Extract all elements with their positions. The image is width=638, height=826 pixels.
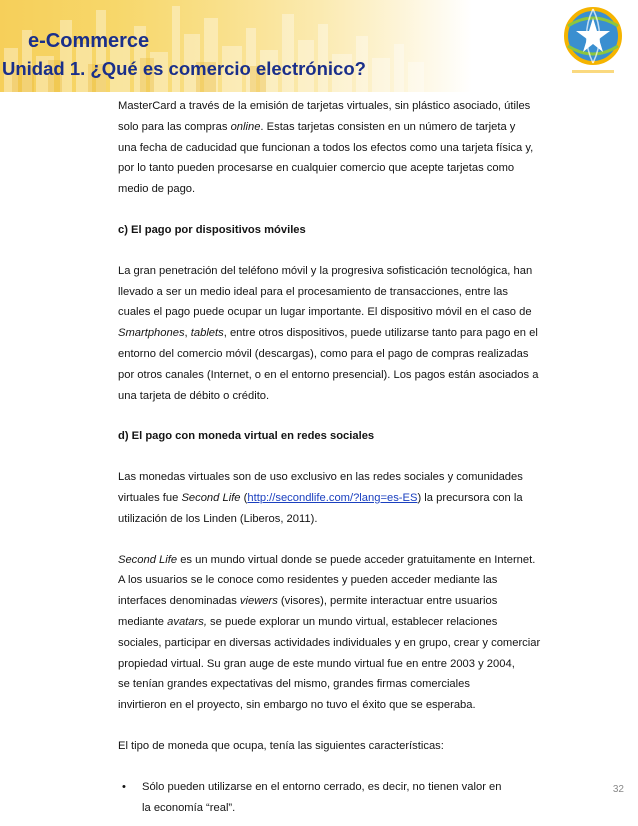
paragraph-line: medio de pago.	[118, 183, 196, 196]
list-item	[118, 777, 563, 819]
paragraph-line: mediante avatars, se puede explorar un mundo virtual, establecer relaciones	[118, 615, 498, 628]
paragraph-line: se tenían grandes expectativas del mismo, grandes firmas comerciales	[118, 678, 470, 691]
paragraph-line: El tipo de moneda que ocupa, tenía las siguientes características:	[118, 739, 444, 752]
paragraph-line: Smartphones, tablets, entre otros dispositivos, puede utilizarse tanto para pago en el	[118, 327, 538, 340]
section-heading: c) El pago por dispositivos móviles	[118, 223, 306, 236]
paragraph-line: por otros canales (Internet, o en el entorno presencial). Los pagos están asociados a	[118, 368, 539, 381]
paragraph-line: una tarjeta de débito o crédito.	[118, 389, 270, 402]
paragraph-line: una fecha de caducidad que funcionan a todos los efectos como una tarjeta física y,	[118, 141, 534, 154]
header-banner	[0, 0, 638, 92]
paragraph-line: Las monedas virtuales son de uso exclusivo en las redes sociales y comunidades	[118, 471, 523, 484]
list-item-line: la economía “real”.	[142, 801, 236, 814]
paragraph-line: utilización de los Linden (Liberos, 2011).	[118, 512, 318, 525]
paragraph-line: llevado a ser un medio ideal para el procesamiento de transacciones, entre las	[118, 285, 508, 298]
paragraph-line: invirtieron en el proyecto, sin embargo no tuvo el éxito que se esperaba.	[118, 699, 476, 712]
paragraph-line: A los usuarios se le conoce como residentes y pueden acceder mediante las	[118, 574, 498, 587]
section-heading: d) El pago con moneda virtual en redes sociales	[118, 430, 375, 443]
page-number: 32	[612, 784, 624, 795]
paragraph-line: sociales, participar en diversas actividades individuales y en grupo, crear y comerciar	[118, 636, 541, 649]
paragraph-line: Second Life es un mundo virtual donde se puede acceder gratuitamente en Internet.	[118, 553, 536, 566]
secondlife-link[interactable]: http://secondlife.com/?lang=es-ES	[247, 491, 418, 504]
paragraph-line: por lo tanto pueden procesarse en cualquier comercio que acepte tarjetas como	[118, 162, 515, 175]
paragraph-line: interfaces denominadas viewers (visores), permite interactuar entre usuarios	[118, 595, 498, 608]
list-item-line: Sólo pueden utilizarse en el entorno cerrado, es decir, no tienen valor en	[142, 780, 502, 793]
globe-star-logo	[560, 0, 626, 80]
header-title: e-Commerce	[28, 30, 150, 52]
bullet-icon: •	[122, 780, 126, 793]
paragraph-line: MasterCard a través de la emisión de tarjetas virtuales, sin plástico asociado, útiles	[118, 100, 531, 112]
paragraph-line: cuales el pago puede ocupar un lugar importante. El dispositivo móvil en el caso de	[118, 306, 532, 319]
paragraph-line: propiedad virtual. Su gran auge de este mundo virtual fue en entre 2003 y 2004,	[118, 657, 515, 670]
header-subtitle: Unidad 1. ¿Qué es comercio electrónico?	[2, 58, 366, 79]
paragraph-line: virtuales fue Second Life (http://secondlife.com/?lang=es-ES) la precursora con la	[118, 491, 523, 504]
paragraph-line: entorno del comercio móvil (descargas), como para el pago de compras realizadas	[118, 347, 529, 360]
characteristics-list	[118, 777, 563, 819]
paragraph-line: solo para las compras online. Estas tarjetas consisten en un número de tarjeta y	[118, 120, 516, 133]
document-body	[118, 96, 563, 818]
paragraph-line: La gran penetración del teléfono móvil y la progresiva sofisticación tecnológica, han	[118, 264, 533, 277]
